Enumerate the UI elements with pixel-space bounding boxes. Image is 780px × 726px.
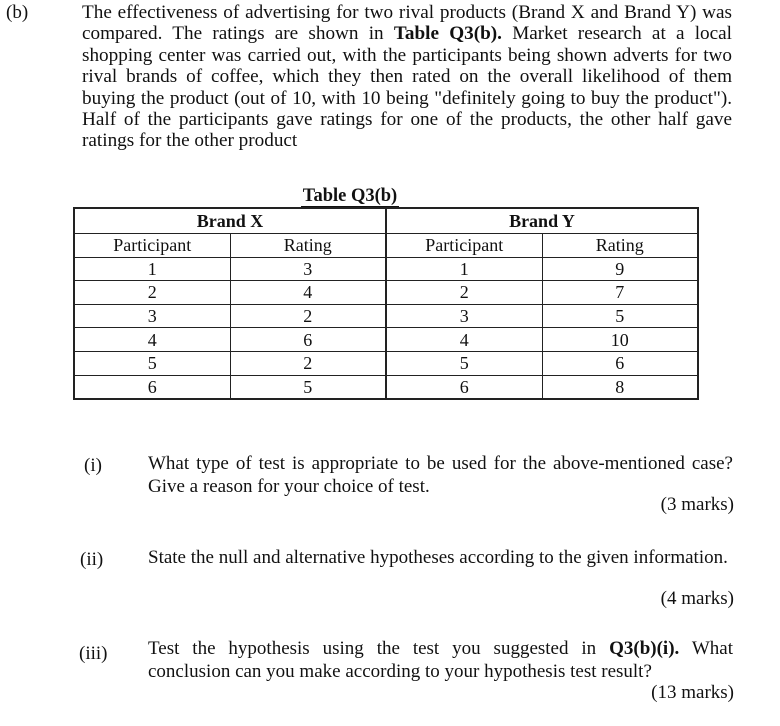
question-3-ref: Q3(b)(i).: [609, 638, 680, 659]
question-3-text: [148, 637, 733, 683]
y-rating-header: Rating: [542, 234, 698, 258]
question-3-number: (iii): [79, 643, 108, 664]
brand-x-header: Brand X: [74, 208, 386, 234]
intro-text-1: The effectiveness of advertising for two rival products (Brand X and Brand Y) was compared. The ratings are shown in: [82, 2, 732, 45]
table-caption: [0, 186, 700, 207]
x-rating-header: Rating: [230, 234, 386, 258]
x-rating-cell: 5: [230, 375, 386, 399]
y-participant-cell: 3: [386, 304, 542, 328]
table-row: [74, 328, 698, 352]
table-row: [74, 304, 698, 328]
x-rating-cell: 4: [230, 281, 386, 305]
question-3-text-a: Test the hypothesis using the test you suggested in: [148, 638, 610, 659]
intro-table-ref: Table Q3(b).: [393, 23, 502, 45]
x-participant-header: Participant: [74, 234, 230, 258]
x-participant-cell: 3: [74, 304, 230, 328]
question-1-text: What type of test is appropriate to be used for the above-mentioned case? Give a reason for your choice of test.: [148, 453, 733, 497]
x-rating-cell: 3: [230, 257, 386, 281]
x-participant-cell: 1: [74, 257, 230, 281]
y-participant-header: Participant: [386, 234, 542, 258]
table-row: [74, 375, 698, 399]
y-rating-cell: 10: [542, 328, 698, 352]
y-participant-cell: 4: [386, 328, 542, 352]
y-rating-cell: 7: [542, 281, 698, 305]
x-rating-cell: 6: [230, 328, 386, 352]
y-participant-cell: 2: [386, 281, 542, 305]
question-1-marks: (3 marks): [660, 494, 734, 515]
ratings-table: [73, 207, 699, 400]
part-label: (b): [6, 2, 29, 23]
intro-paragraph: [82, 2, 732, 152]
question-2-number: (ii): [80, 549, 104, 570]
y-participant-cell: 5: [386, 351, 542, 375]
question-3-marks: (13 marks): [651, 682, 734, 703]
x-rating-cell: 2: [230, 304, 386, 328]
x-rating-cell: 2: [230, 351, 386, 375]
table-row: [74, 281, 698, 305]
intro-text-2: Market research at a local shopping center was carried out, with the participants being shown adverts for two rival brands of coffee, which they then rated on the overall likelihood of them buying the product (out of 10, with 10 being "definitely going to buy the product"). Half of the participants gave ratings for one of the products, the other half gave ratings for the other product: [82, 23, 732, 152]
table-row: [74, 351, 698, 375]
x-participant-cell: 4: [74, 328, 230, 352]
column-header-row: [74, 234, 698, 258]
y-rating-cell: 6: [542, 351, 698, 375]
y-rating-cell: 8: [542, 375, 698, 399]
question-2-text: State the null and alternative hypotheses according to the given information.: [148, 547, 728, 568]
table-row: [74, 257, 698, 281]
y-participant-cell: 6: [386, 375, 542, 399]
question-1-number: (i): [84, 455, 102, 476]
y-participant-cell: 1: [386, 257, 542, 281]
question-3-text-c: What conclusion can you make according to your hypothesis test result?: [148, 638, 733, 682]
x-participant-cell: 5: [74, 351, 230, 375]
x-participant-cell: 2: [74, 281, 230, 305]
x-participant-cell: 6: [74, 375, 230, 399]
question-2-marks: (4 marks): [660, 588, 734, 609]
table-caption-text: Table Q3(b): [302, 186, 398, 206]
brand-y-header: Brand Y: [386, 208, 698, 234]
brand-header-row: [74, 208, 698, 234]
y-rating-cell: 9: [542, 257, 698, 281]
y-rating-cell: 5: [542, 304, 698, 328]
